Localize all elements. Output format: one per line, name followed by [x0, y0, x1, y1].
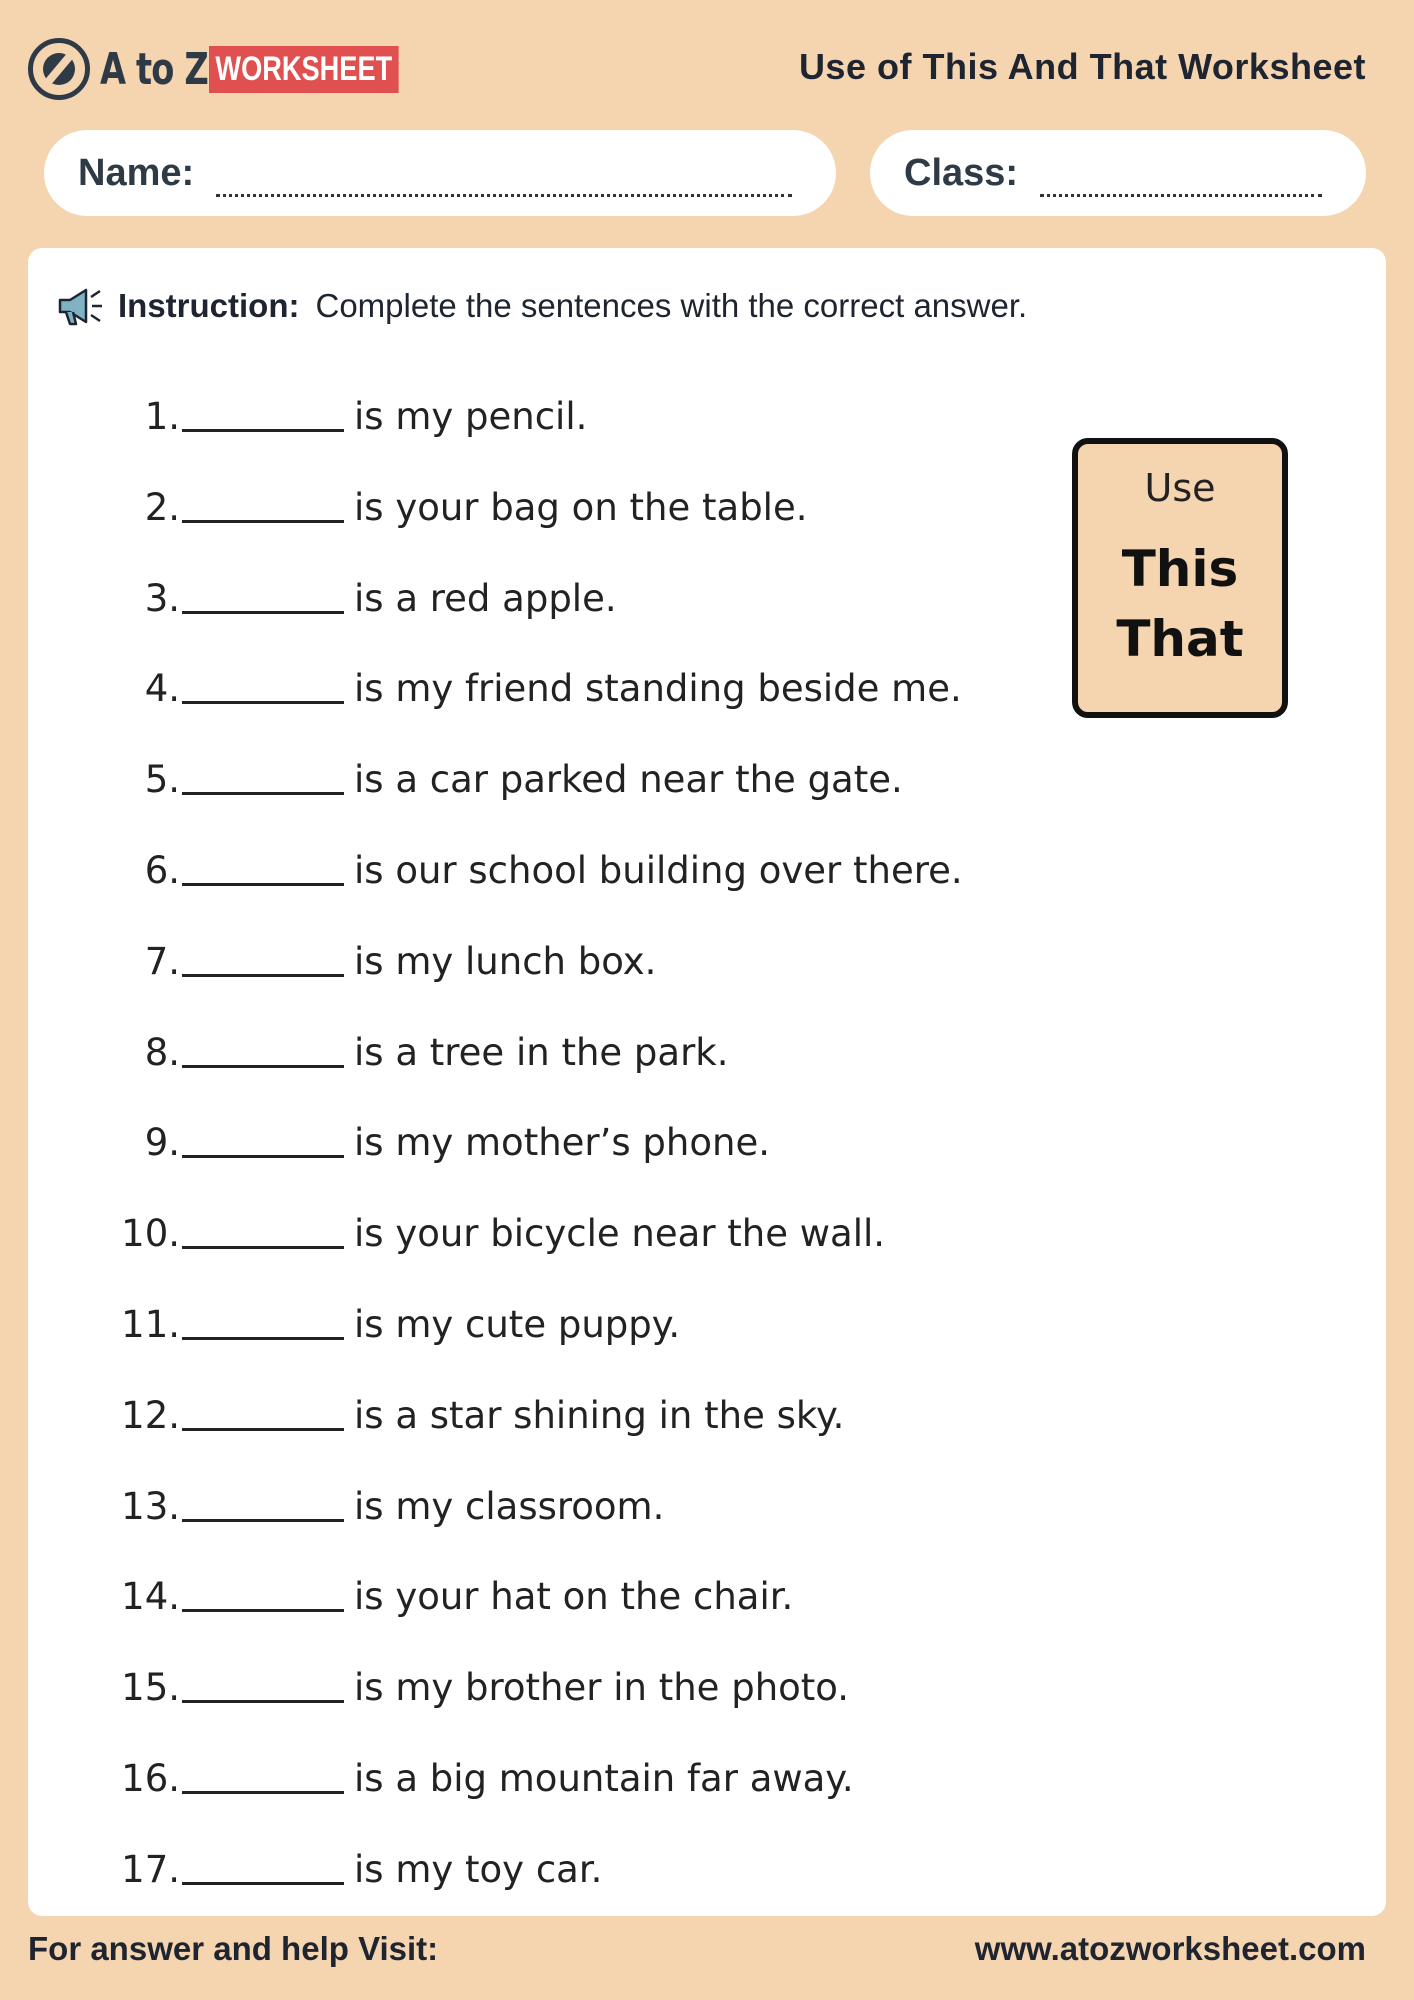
answer-blank[interactable] [182, 755, 344, 795]
question-text: is my toy car. [354, 1847, 603, 1891]
question-number: 3. [144, 576, 180, 620]
question-text: is a red apple. [354, 576, 617, 620]
page-title: Use of This And That Worksheet [798, 46, 1366, 87]
question-number: 7. [144, 939, 180, 983]
answer-blank[interactable] [182, 1118, 344, 1158]
answer-blank[interactable] [182, 392, 344, 432]
word-option: That [1116, 610, 1244, 668]
footer-help-text: For answer and help Visit: [28, 1930, 439, 1967]
instruction [56, 284, 1027, 328]
question-text: is my friend standing beside me. [354, 667, 962, 711]
name-label: Name: [78, 151, 195, 194]
question-item [28, 741, 903, 801]
megaphone-icon [56, 284, 106, 328]
question-number: 15. [121, 1666, 180, 1710]
question-item [28, 1831, 602, 1891]
word-box-title: Use [1144, 466, 1216, 510]
answer-blank[interactable] [182, 846, 344, 886]
logo-prefix: A to Z [100, 43, 208, 95]
pen-logo-icon [28, 38, 90, 100]
question-text: is my brother in the photo. [354, 1666, 850, 1710]
answer-blank[interactable] [182, 1845, 344, 1885]
question-number: 2. [144, 485, 180, 529]
word-box-words [1078, 534, 1282, 674]
question-item [28, 1014, 728, 1074]
question-item [28, 469, 808, 529]
question-text: is my classroom. [354, 1484, 665, 1528]
question-number: 5. [144, 758, 180, 802]
question-number: 10. [121, 1212, 180, 1256]
question-number: 16. [121, 1757, 180, 1800]
instruction-text: Complete the sentences with the correct answer. [315, 287, 1028, 324]
question-item [28, 378, 587, 438]
question-item [28, 1286, 680, 1346]
question-text: is my lunch box. [354, 939, 657, 983]
answer-blank[interactable] [182, 574, 344, 614]
question-text: is my mother’s phone. [354, 1121, 770, 1165]
question-item [28, 1377, 844, 1437]
question-text: is a star shining in the sky. [354, 1393, 845, 1437]
question-text: is your hat on the chair. [354, 1575, 794, 1619]
word-option: This [1121, 540, 1239, 598]
question-text: is your bicycle near the wall. [354, 1212, 886, 1256]
question-text: is my cute puppy. [354, 1303, 681, 1346]
question-text: is a tree in the park. [354, 1030, 729, 1074]
question-number: 4. [144, 667, 180, 711]
question-number: 6. [144, 849, 180, 892]
question-number: 12. [121, 1393, 180, 1437]
question-item [28, 1104, 770, 1164]
question-item [28, 560, 617, 620]
instruction-label: Instruction: [118, 287, 300, 324]
answer-blank[interactable] [182, 1572, 344, 1612]
name-field[interactable] [44, 130, 836, 216]
name-dotted-line[interactable] [216, 167, 792, 197]
question-number: 1. [144, 395, 180, 438]
question-item [28, 923, 656, 983]
question-number: 14. [121, 1575, 180, 1619]
question-number: 13. [121, 1484, 180, 1528]
question-item [28, 832, 963, 892]
header [0, 0, 1414, 130]
question-number: 17. [121, 1847, 180, 1891]
answer-blank[interactable] [182, 483, 344, 523]
question-item [28, 1558, 793, 1618]
answer-blank[interactable] [182, 1391, 344, 1431]
class-dotted-line[interactable] [1040, 167, 1322, 197]
class-label: Class: [904, 151, 1019, 194]
question-text: is your bag on the table. [354, 485, 808, 529]
brand-logo[interactable] [28, 38, 446, 100]
answer-blank[interactable] [182, 1300, 344, 1340]
answer-blank[interactable] [182, 1028, 344, 1068]
question-item [28, 1195, 885, 1255]
answer-blank[interactable] [182, 1663, 344, 1703]
question-text: is our school building over there. [354, 849, 963, 892]
worksheet-card [28, 248, 1386, 1916]
question-item [28, 650, 962, 710]
question-number: 11. [121, 1303, 180, 1346]
answer-blank[interactable] [182, 664, 344, 704]
question-item [28, 1468, 664, 1528]
answer-blank[interactable] [182, 1754, 344, 1794]
question-number: 8. [144, 1030, 180, 1074]
answer-blank[interactable] [182, 937, 344, 977]
question-item [28, 1740, 854, 1800]
question-text: is a car parked near the gate. [354, 758, 903, 802]
word-box [1072, 438, 1288, 718]
class-field[interactable] [870, 130, 1366, 216]
logo-suffix: WORKSHEET [209, 46, 399, 93]
question-text: is a big mountain far away. [354, 1757, 854, 1800]
footer-website-link[interactable]: www.atozworksheet.com [974, 1930, 1366, 1967]
answer-blank[interactable] [182, 1482, 344, 1522]
question-number: 9. [144, 1121, 180, 1165]
question-item [28, 1649, 849, 1709]
question-text: is my pencil. [354, 395, 588, 438]
answer-blank[interactable] [182, 1209, 344, 1249]
